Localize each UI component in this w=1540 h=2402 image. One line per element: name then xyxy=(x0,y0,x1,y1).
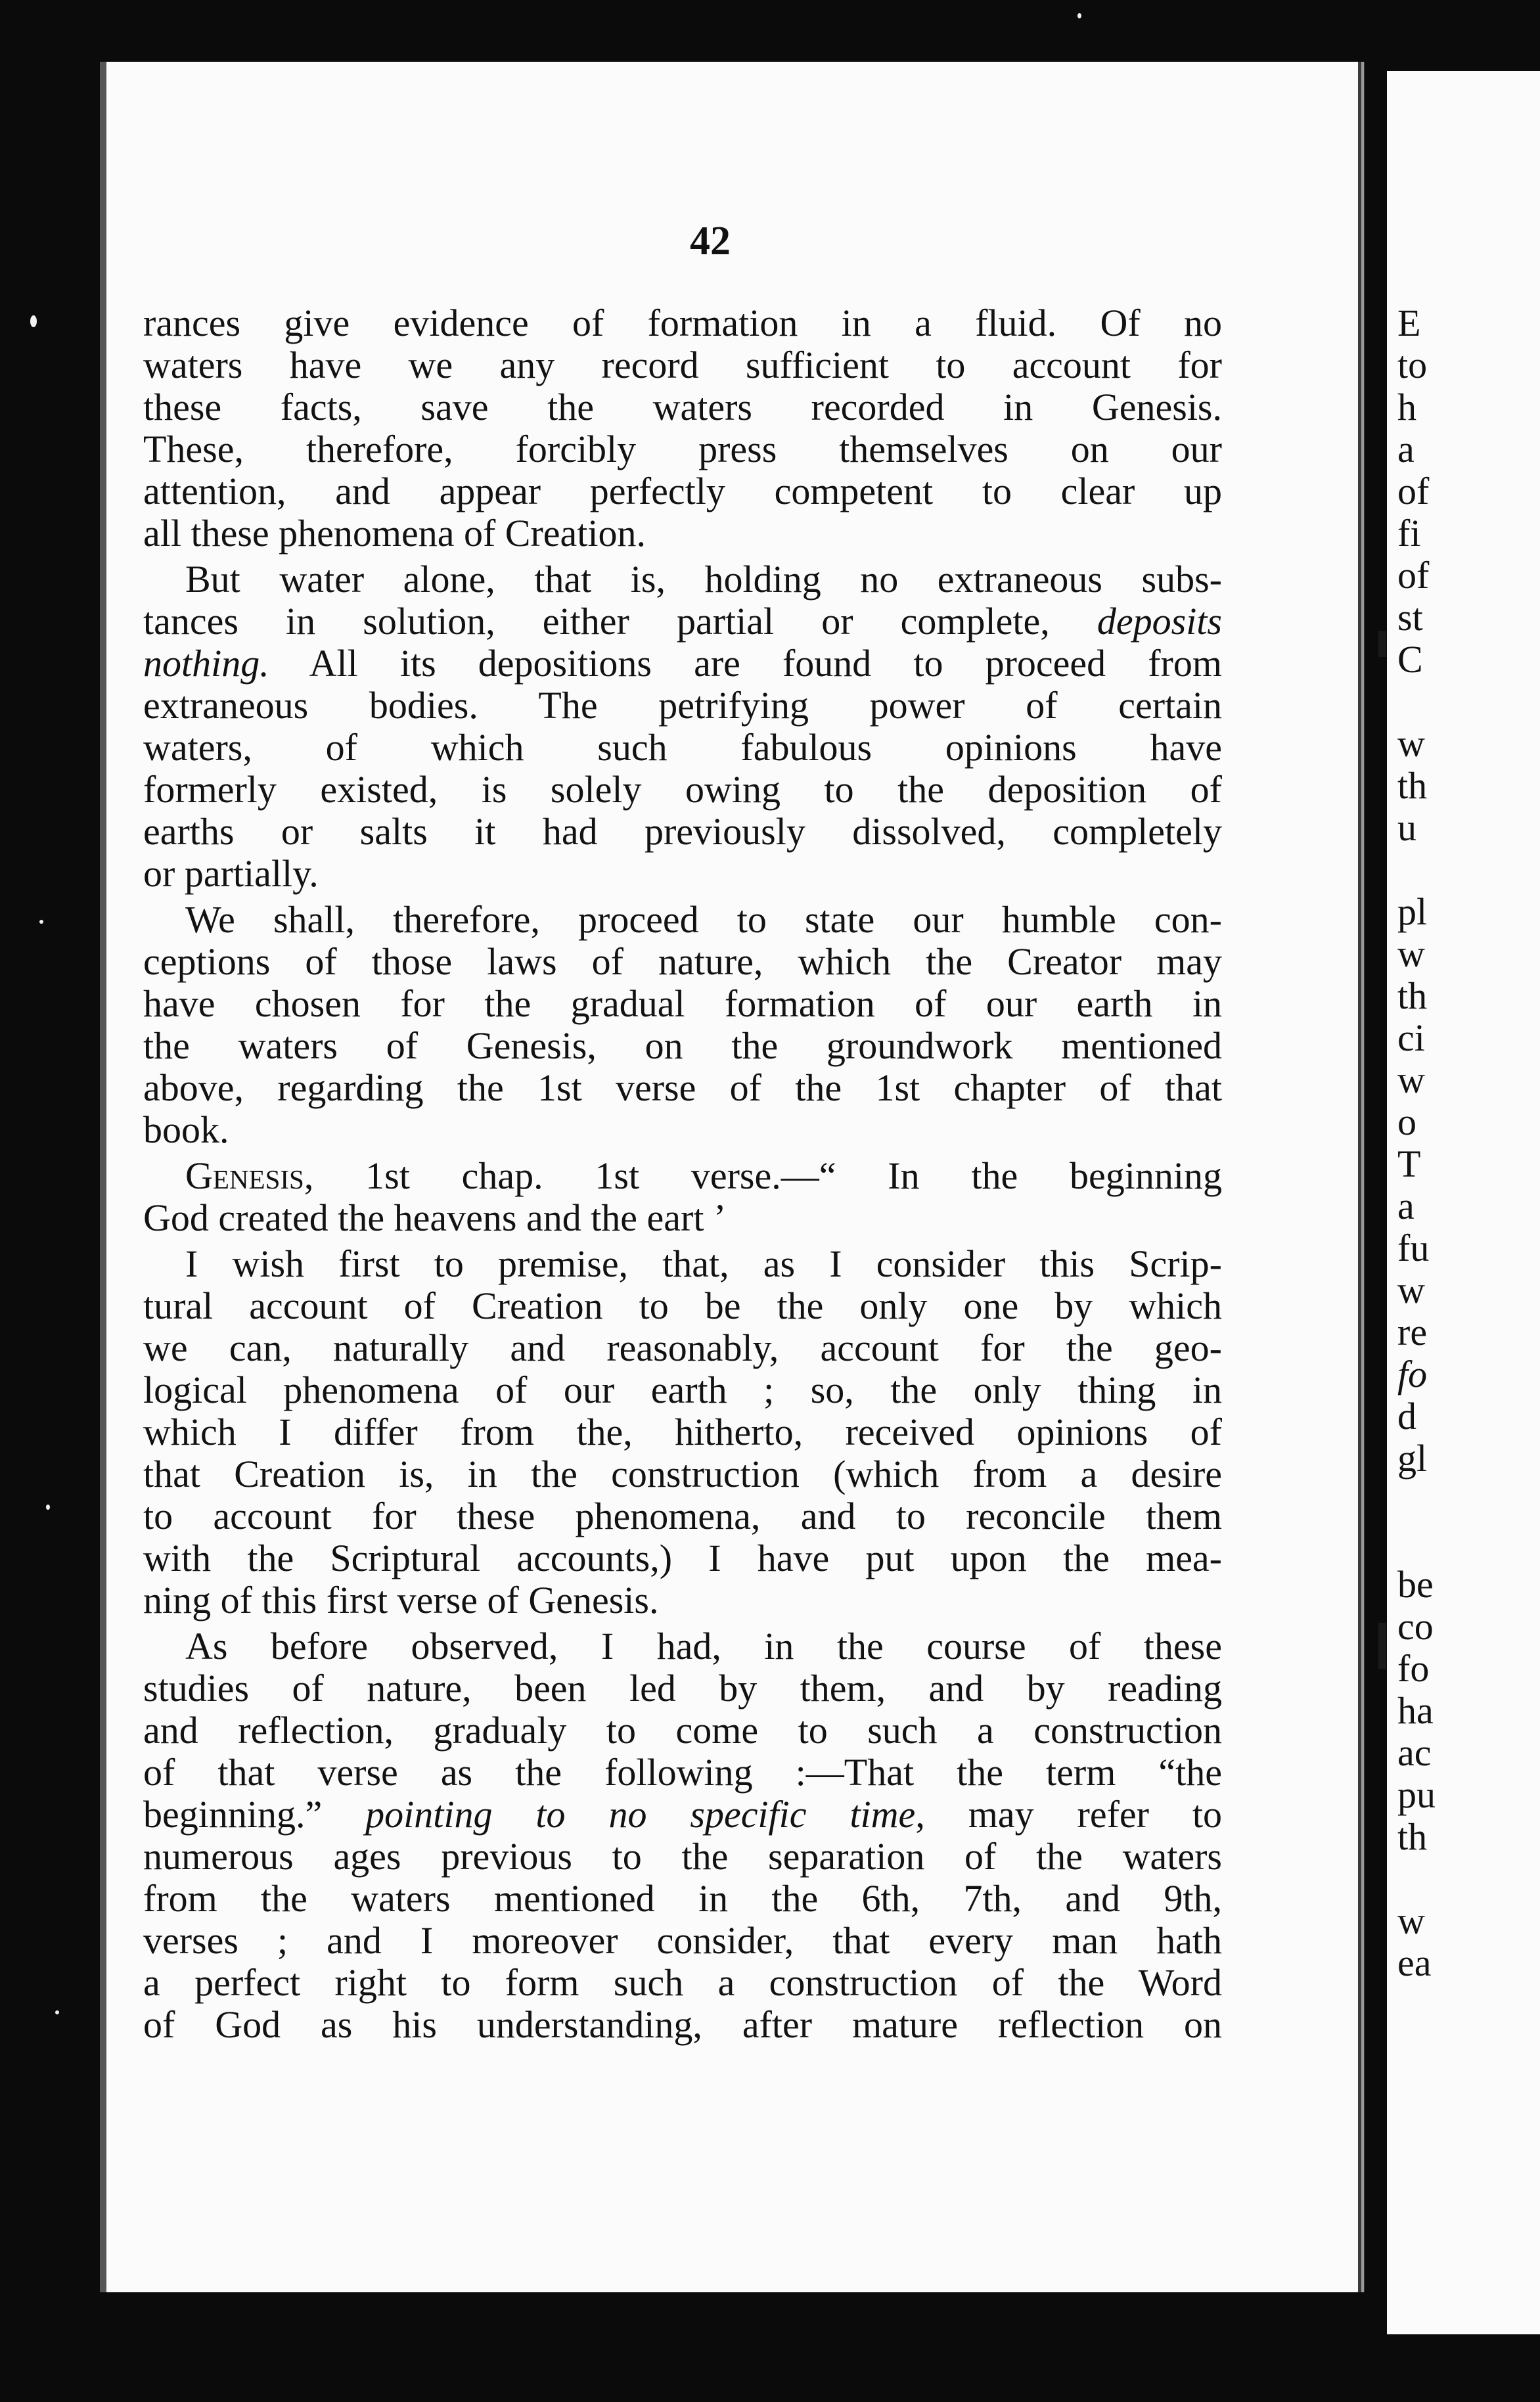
adjacent-fragment: a xyxy=(1397,1185,1415,1227)
text-line xyxy=(143,685,1222,727)
text-segment: logical phenomena of our earth ; so, the only thing in xyxy=(143,1369,1222,1411)
text-line xyxy=(143,344,1222,386)
text-segment: , may refer to xyxy=(915,1793,1222,1836)
text-segment: I wish first to premise, that, as I consider this Scrip- xyxy=(185,1242,1222,1285)
page-number: 42 xyxy=(690,219,731,263)
adjacent-fragment: C xyxy=(1397,638,1423,681)
text-segment: attention, and appear perfectly competent to clear up xyxy=(143,470,1222,512)
text-line xyxy=(143,1155,1222,1197)
text-segment: waters, of which such fabulous opinions have xyxy=(143,726,1222,769)
text-segment: the waters of Genesis, on the groundwork mentioned xyxy=(143,1024,1222,1067)
text-line xyxy=(143,1243,1222,1285)
text-line xyxy=(143,1962,1222,2004)
adjacent-fragment: re xyxy=(1397,1311,1428,1353)
text-line xyxy=(143,1878,1222,1920)
adjacent-fragment: fi xyxy=(1397,512,1421,555)
adjacent-fragment: ha xyxy=(1397,1689,1434,1732)
scan-speck xyxy=(1077,13,1081,18)
italic-text: nothing. xyxy=(143,642,269,685)
text-segment: or partially. xyxy=(143,852,319,895)
text-line xyxy=(143,302,1222,344)
text-segment: from the waters mentioned in the 6th, 7th, and 9th, xyxy=(143,1877,1222,1920)
small-caps-text: Genesis xyxy=(185,1154,304,1197)
text-line xyxy=(143,769,1222,811)
scan-speck xyxy=(55,2010,59,2014)
text-segment: have chosen for the gradual formation of our earth in xyxy=(143,982,1222,1025)
text-segment: numerous ages previous to the separation of the waters xyxy=(143,1835,1222,1878)
adjacent-fragment: w xyxy=(1397,722,1425,765)
adjacent-fragment: w xyxy=(1397,932,1425,975)
text-line xyxy=(143,1327,1222,1369)
adjacent-fragment: fo xyxy=(1397,1647,1430,1690)
adjacent-fragment: pl xyxy=(1397,890,1428,933)
text-line xyxy=(143,853,1222,895)
text-segment: book. xyxy=(143,1108,229,1151)
adjacent-fragment: of xyxy=(1397,470,1430,512)
text-line xyxy=(143,1752,1222,1794)
scan-speck xyxy=(30,315,37,327)
text-line xyxy=(143,1411,1222,1453)
text-line xyxy=(143,1109,1222,1151)
text-segment: As before observed, I had, in the course of these xyxy=(185,1625,1222,1667)
adjacent-fragment: ac xyxy=(1397,1731,1432,1774)
text-line xyxy=(143,1920,1222,1962)
text-segment: tances in solution, either partial or complete, xyxy=(143,600,1097,643)
text-line xyxy=(143,1710,1222,1752)
text-line xyxy=(143,983,1222,1025)
text-segment: But water alone, that is, holding no extraneous subs- xyxy=(185,558,1222,600)
text-line xyxy=(143,1285,1222,1327)
text-line xyxy=(143,2004,1222,2046)
text-segment: and reflection, gradualy to come to such a construction xyxy=(143,1709,1222,1752)
text-line xyxy=(143,1453,1222,1495)
adjacent-fragment: fo xyxy=(1397,1353,1428,1395)
gutter-mark xyxy=(1378,631,1386,657)
text-segment: all these phenomena of Creation. xyxy=(143,512,646,555)
adjacent-fragment: ci xyxy=(1397,1016,1425,1059)
adjacent-fragment: h xyxy=(1397,386,1416,428)
text-segment: above, regarding the 1st verse of the 1st chapter of that xyxy=(143,1066,1222,1109)
italic-text: deposits xyxy=(1097,600,1222,643)
text-line xyxy=(143,1495,1222,1537)
scan-speck xyxy=(46,1505,50,1510)
text-line xyxy=(143,1794,1222,1836)
adjacent-fragment: th xyxy=(1397,1815,1428,1858)
text-segment: beginning.” xyxy=(143,1793,366,1836)
adjacent-fragment: w xyxy=(1397,1269,1425,1311)
text-segment: these facts, save the waters recorded in Genesis. xyxy=(143,386,1222,428)
text-line xyxy=(143,512,1222,555)
text-line xyxy=(143,727,1222,769)
text-segment: ning of this first verse of Genesis. xyxy=(143,1579,659,1621)
text-line xyxy=(143,470,1222,512)
text-line xyxy=(143,643,1222,685)
adjacent-fragment: a xyxy=(1397,428,1415,470)
adjacent-fragment: co xyxy=(1397,1605,1434,1648)
body-text xyxy=(143,302,1222,2046)
adjacent-fragment: E xyxy=(1397,302,1421,344)
text-segment: These, therefore, forcibly press themselves on our xyxy=(143,428,1222,470)
text-segment: with the Scriptural accounts,) I have put upon the mea- xyxy=(143,1537,1222,1579)
text-segment: waters have we any record sufficient to account for xyxy=(143,344,1222,386)
adjacent-fragment: w xyxy=(1397,1058,1425,1101)
text-line xyxy=(143,1067,1222,1109)
text-segment: which I differ from the, hitherto, received opinions of xyxy=(143,1411,1222,1453)
text-line xyxy=(143,558,1222,600)
text-line xyxy=(143,1197,1222,1239)
text-segment: studies of nature, been led by them, and by reading xyxy=(143,1667,1222,1710)
text-segment: God created the heavens and the eart ’ xyxy=(143,1196,727,1239)
text-segment: ceptions of those laws of nature, which the Creator may xyxy=(143,940,1222,983)
text-line xyxy=(143,811,1222,853)
text-line xyxy=(143,1369,1222,1411)
text-line xyxy=(143,1836,1222,1878)
adjacent-fragment: th xyxy=(1397,764,1428,807)
text-line xyxy=(143,1625,1222,1667)
text-line xyxy=(143,899,1222,941)
text-line xyxy=(143,600,1222,643)
text-segment: All its depositions are found to proceed from xyxy=(269,642,1222,685)
page-edge xyxy=(1361,62,1364,2292)
adjacent-fragment: o xyxy=(1397,1100,1416,1143)
adjacent-fragment: T xyxy=(1397,1143,1421,1185)
gutter-mark xyxy=(1378,1623,1386,1669)
adjacent-fragment: be xyxy=(1397,1563,1434,1606)
text-segment: formerly existed, is solely owing to the deposition of xyxy=(143,768,1222,811)
text-segment: verses ; and I moreover consider, that every man hath xyxy=(143,1919,1222,1962)
adjacent-fragment: ea xyxy=(1397,1941,1432,1984)
text-segment: to account for these phenomena, and to reconcile them xyxy=(143,1495,1222,1537)
text-segment: rances give evidence of formation in a fluid. Of no xyxy=(143,302,1222,344)
text-segment: that Creation is, in the construction (which from a desire xyxy=(143,1453,1222,1495)
text-segment: tural account of Creation to be the only one by which xyxy=(143,1284,1222,1327)
text-line xyxy=(143,1579,1222,1621)
scan-speck xyxy=(39,920,43,924)
adjacent-fragment: of xyxy=(1397,554,1430,597)
text-segment: , 1st chap. 1st verse.—“ In the beginning xyxy=(304,1154,1222,1197)
text-line xyxy=(143,941,1222,983)
adjacent-fragment: pu xyxy=(1397,1773,1436,1816)
adjacent-fragment: fu xyxy=(1397,1227,1430,1269)
adjacent-fragment: d xyxy=(1397,1395,1416,1438)
italic-text: pointing to no specific time xyxy=(365,1793,916,1836)
text-line xyxy=(143,428,1222,470)
text-line xyxy=(143,1537,1222,1579)
text-line xyxy=(143,1667,1222,1710)
text-segment: of that verse as the following :—That the term “the xyxy=(143,1751,1222,1794)
adjacent-fragment: st xyxy=(1397,596,1423,639)
text-segment: a perfect right to form such a construction of the Word xyxy=(143,1961,1222,2004)
text-line xyxy=(143,386,1222,428)
adjacent-fragment: w xyxy=(1397,1899,1425,1942)
text-line xyxy=(143,1025,1222,1067)
text-segment: extraneous bodies. The petrifying power of certain xyxy=(143,684,1222,727)
adjacent-fragment: to xyxy=(1397,344,1428,386)
text-segment: We shall, therefore, proceed to state our humble con- xyxy=(185,898,1222,941)
text-segment: earths or salts it had previously dissolved, completely xyxy=(143,810,1222,853)
adjacent-fragment: u xyxy=(1397,806,1416,849)
text-segment: we can, naturally and reasonably, account for the geo- xyxy=(143,1326,1222,1369)
adjacent-fragment: gl xyxy=(1397,1437,1428,1480)
text-segment: of God as his understanding, after mature reflection on xyxy=(143,2003,1222,2046)
adjacent-fragment: th xyxy=(1397,974,1428,1017)
